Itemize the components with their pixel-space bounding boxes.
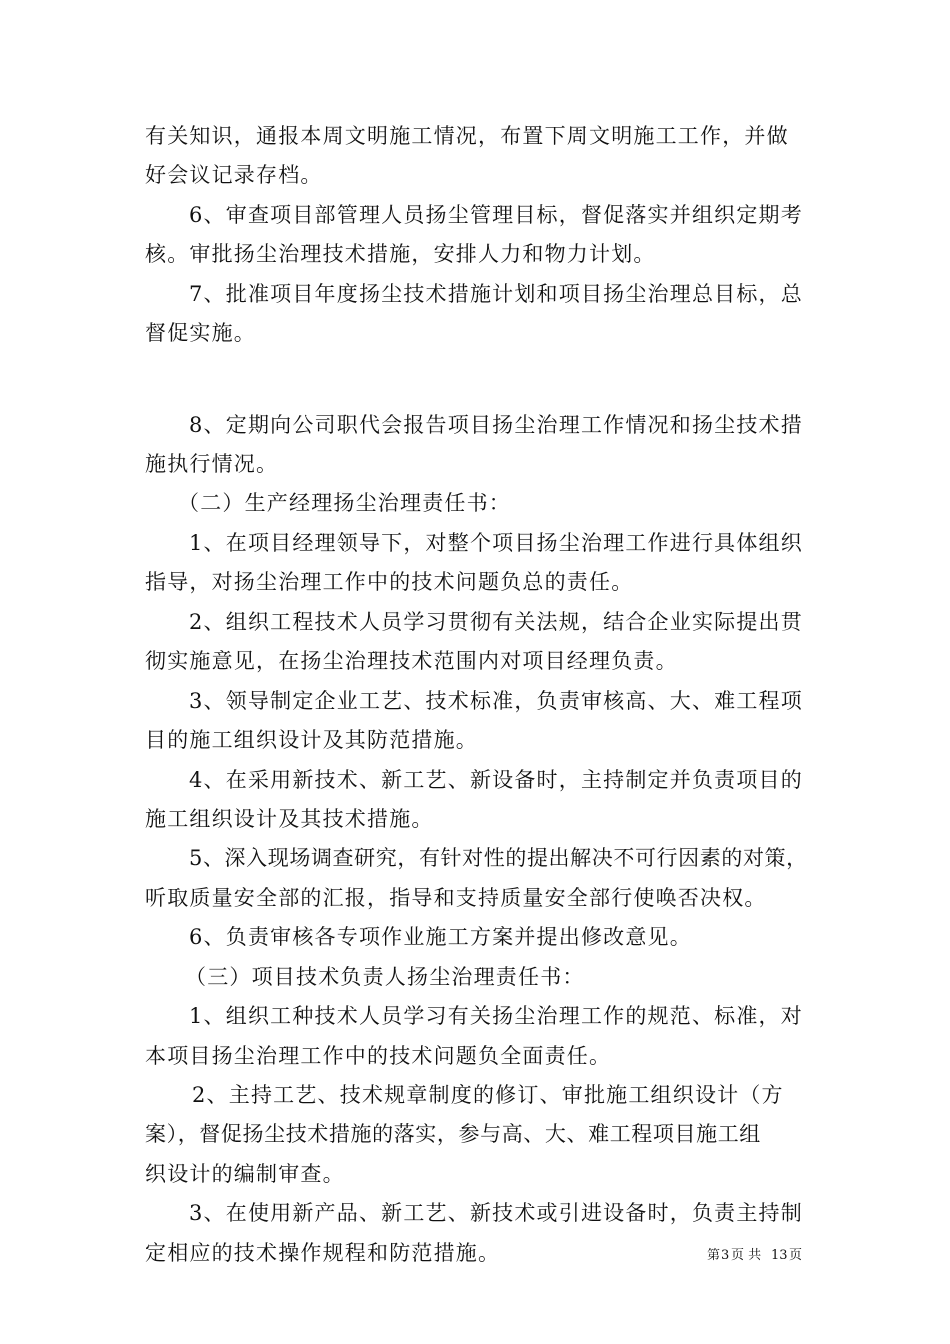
body-line: 核。审批扬尘治理技术措施，安排人力和物力计划。	[145, 242, 656, 266]
body-line: 6、负责审核各专项作业施工方案并提出修改意见。	[189, 925, 692, 949]
body-line: 2、组织工程技术人员学习贯彻有关法规，结合企业实际提出贯	[189, 610, 803, 634]
body-line: 5、深入现场调查研究，有针对性的提出解决不可行因素的对策，	[189, 846, 808, 870]
page-label-prefix: 第	[707, 1248, 721, 1263]
page-label-mid: 页 共	[731, 1248, 762, 1263]
body-line: 目的施工组织设计及其防范措施。	[145, 728, 478, 752]
body-line: 4、在采用新技术、新工艺、新设备时，主持制定并负责项目的	[189, 768, 803, 792]
body-line: 3、在使用新产品、新工艺、新技术或引进设备时，负责主持制	[189, 1201, 803, 1225]
body-line: 案），督促扬尘技术措施的落实，参与高、大、难工程项目施工组	[145, 1122, 761, 1146]
body-line: 1、在项目经理领导下，对整个项目扬尘治理工作进行具体组织	[189, 531, 803, 555]
body-line: 1、组织工种技术人员学习有关扬尘治理工作的规范、标准，对	[189, 1004, 803, 1028]
section-heading: （二）生产经理扬尘治理责任书：	[178, 491, 511, 515]
body-line: 7、批准项目年度扬尘技术措施计划和项目扬尘治理总目标，总	[189, 282, 803, 306]
body-line: 施工组织设计及其技术措施。	[145, 807, 434, 831]
body-line: 听取质量安全部的汇报，指导和支持质量安全部行使唤否决权。	[145, 886, 767, 910]
body-line: 督促实施。	[145, 321, 256, 345]
body-line: 施执行情况。	[145, 452, 279, 476]
body-line: 6、审查项目部管理人员扬尘管理目标，督促落实并组织定期考	[189, 203, 803, 227]
body-line: 有关知识，通报本周文明施工情况，布置下周文明施工工作，并做	[145, 124, 789, 148]
body-line: 本项目扬尘治理工作中的技术问题负全面责任。	[145, 1044, 612, 1068]
body-line: 2、主持工艺、技术规章制度的修订、审批施工组织设计（方	[192, 1083, 784, 1107]
section-heading: （三）项目技术负责人扬尘治理责任书：	[185, 965, 585, 989]
body-line: 彻实施意见，在扬尘治理技术范围内对项目经理负责。	[145, 649, 678, 673]
page-label-suffix: 页	[789, 1248, 803, 1263]
body-line: 织设计的编制审查。	[145, 1162, 345, 1186]
total-pages: 13	[771, 1248, 788, 1263]
page-number: 3	[721, 1248, 730, 1263]
body-line: 8、定期向公司职代会报告项目扬尘治理工作情况和扬尘技术措	[189, 413, 803, 437]
body-line: 定相应的技术操作规程和防范措施。	[145, 1241, 501, 1265]
body-line: 3、领导制定企业工艺、技术标准，负责审核高、大、难工程项	[189, 689, 803, 713]
body-line: 指导，对扬尘治理工作中的技术问题负总的责任。	[145, 570, 634, 594]
body-line: 好会议记录存档。	[145, 163, 323, 187]
